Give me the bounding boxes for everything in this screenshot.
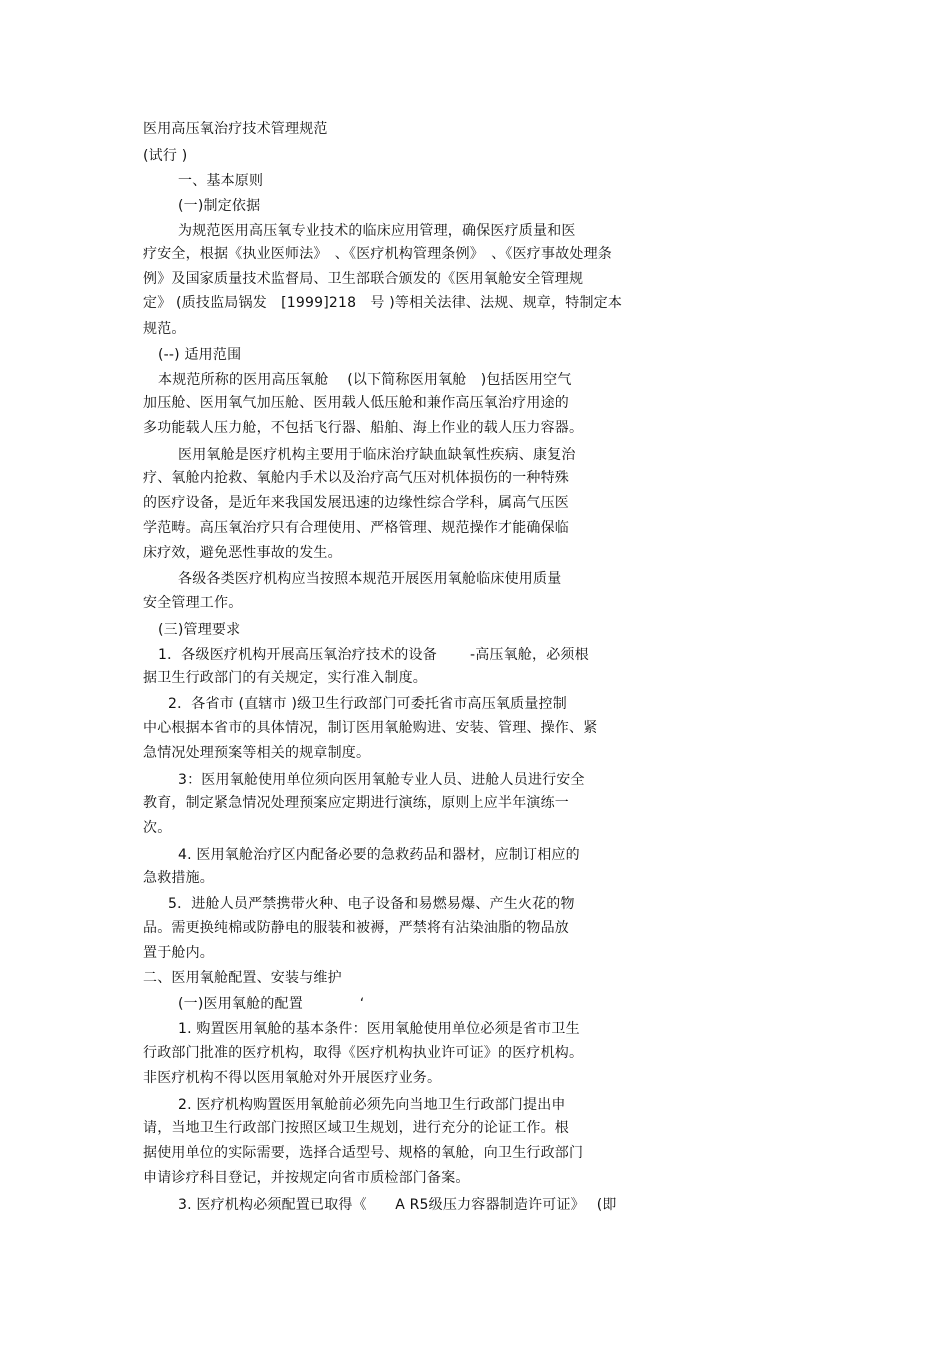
paragraph-line: 例》及国家质量技术监督局、卫生部联合颁发的《医用氧舱安全管理规 — [143, 271, 584, 287]
paragraph-line: 非医疗机构不得以医用氧舱对外开展医疗业务。 — [143, 1070, 442, 1086]
paragraph-line: 多功能载人压力舱，不包括飞行器、船舶、海上作业的载人压力容器。 — [143, 420, 584, 436]
paragraph-line: 2．各省市 (直辖市 )级卫生行政部门可委托省市高压氧质量控制 — [168, 696, 567, 712]
paragraph-line: 4. 医用氧舱治疗区内配备必要的急救药品和器材，应制订相应的 — [178, 847, 580, 863]
paragraph-line: 学范畴。高压氧治疗只有合理使用、严格管理、规范操作才能确保临 — [143, 520, 569, 536]
paragraph-line: 置于舱内。 — [143, 945, 214, 961]
paragraph-line: 3. 医疗机构必须配置已取得《 A R5级压力容器制造许可证》 (即 — [178, 1197, 617, 1213]
paragraph-line: 本规范所称的医用高压氧舱 (以下简称医用氧舱 )包括医用空气 — [158, 372, 572, 388]
paragraph-line: 加压舱、医用氧气加压舱、医用载人低压舱和兼作高压氧治疗用途的 — [143, 395, 569, 411]
subsection-heading: (一)医用氧舱的配置 ‘ — [178, 996, 365, 1012]
paragraph-line: 品。需更换纯棉或防静电的服装和被褥，严禁将有沾染油脂的物品放 — [143, 920, 569, 936]
paragraph-line: 的医疗设备，是近年来我国发展迅速的边缘性综合学科，属高气压医 — [143, 495, 569, 511]
paragraph-line: 教育，制定紧急情况处理预案应定期进行演练，原则上应半年演练一 — [143, 795, 569, 811]
paragraph-line: 中心根据本省市的具体情况，制订医用氧舱购进、安装、管理、操作、紧 — [143, 720, 598, 736]
paragraph-line: 次。 — [143, 820, 172, 836]
paragraph-line: 据使用单位的实际需要，选择合适型号、规格的氧舱，向卫生行政部门 — [143, 1145, 584, 1161]
paragraph-line: 疗安全，根据《执业医师法》 、《医疗机构管理条例》 、《医疗事故处理条 — [143, 246, 612, 262]
paragraph-line: 3：医用氧舱使用单位须向医用氧舱专业人员、进舱人员进行安全 — [178, 772, 585, 788]
paragraph-line: 定》 (质技监局锅发 [1999]218 号 )等相关法律、法规、规章，特制定本 — [143, 295, 623, 311]
paragraph-line: 行政部门批准的医疗机构，取得《医疗机构执业许可证》的医疗机构。 — [143, 1045, 584, 1061]
paragraph-line: 5．进舱人员严禁携带火种、电子设备和易燃易爆、产生火花的物 — [168, 896, 575, 912]
paragraph-line: 规范。 — [143, 321, 186, 337]
paragraph-line: 请，当地卫生行政部门按照区域卫生规划，进行充分的论证工作。根 — [143, 1120, 569, 1136]
subsection-heading: (--) 适用范围 — [158, 347, 242, 363]
paragraph-line: 为规范医用高压氧专业技术的临床应用管理，确保医疗质量和医 — [178, 223, 576, 239]
paragraph-line: 1. 购置医用氧舱的基本条件：医用氧舱使用单位必须是省市卫生 — [178, 1021, 580, 1037]
subsection-heading: (一)制定依据 — [178, 198, 261, 214]
paragraph-line: 1．各级医疗机构开展高压氧治疗技术的设备 -高压氧舱，必须根 — [158, 647, 589, 663]
paragraph-line: 申请诊疗科目登记，并按规定向省市质检部门备案。 — [143, 1170, 470, 1186]
paragraph-line: 疗、氧舱内抢救、氧舱内手术以及治疗高气压对机体损伤的一种特殊 — [143, 470, 569, 486]
document-title: 医用高压氧治疗技术管理规范 — [143, 121, 328, 137]
paragraph-line: 医用氧舱是医疗机构主要用于临床治疗缺血缺氧性疾病、康复治 — [178, 447, 576, 463]
paragraph-line: 急救措施。 — [143, 870, 214, 886]
paragraph-line: 急情况处理预案等相关的规章制度。 — [143, 745, 371, 761]
paragraph-line: 2. 医疗机构购置医用氧舱前必须先向当地卫生行政部门提出申 — [178, 1097, 566, 1113]
paragraph-line: 各级各类医疗机构应当按照本规范开展医用氧舱临床使用质量 — [178, 571, 562, 587]
section-heading: 二、医用氧舱配置、安装与维护 — [143, 970, 342, 986]
paragraph-line: 床疗效，避免恶性事故的发生。 — [143, 545, 342, 561]
subsection-heading: (三)管理要求 — [158, 622, 241, 638]
paragraph-line: 据卫生行政部门的有关规定，实行准入制度。 — [143, 670, 427, 686]
document-subtitle: (试行 ) — [143, 148, 188, 164]
section-heading: 一、基本原则 — [178, 173, 264, 189]
paragraph-line: 安全管理工作。 — [143, 595, 243, 611]
